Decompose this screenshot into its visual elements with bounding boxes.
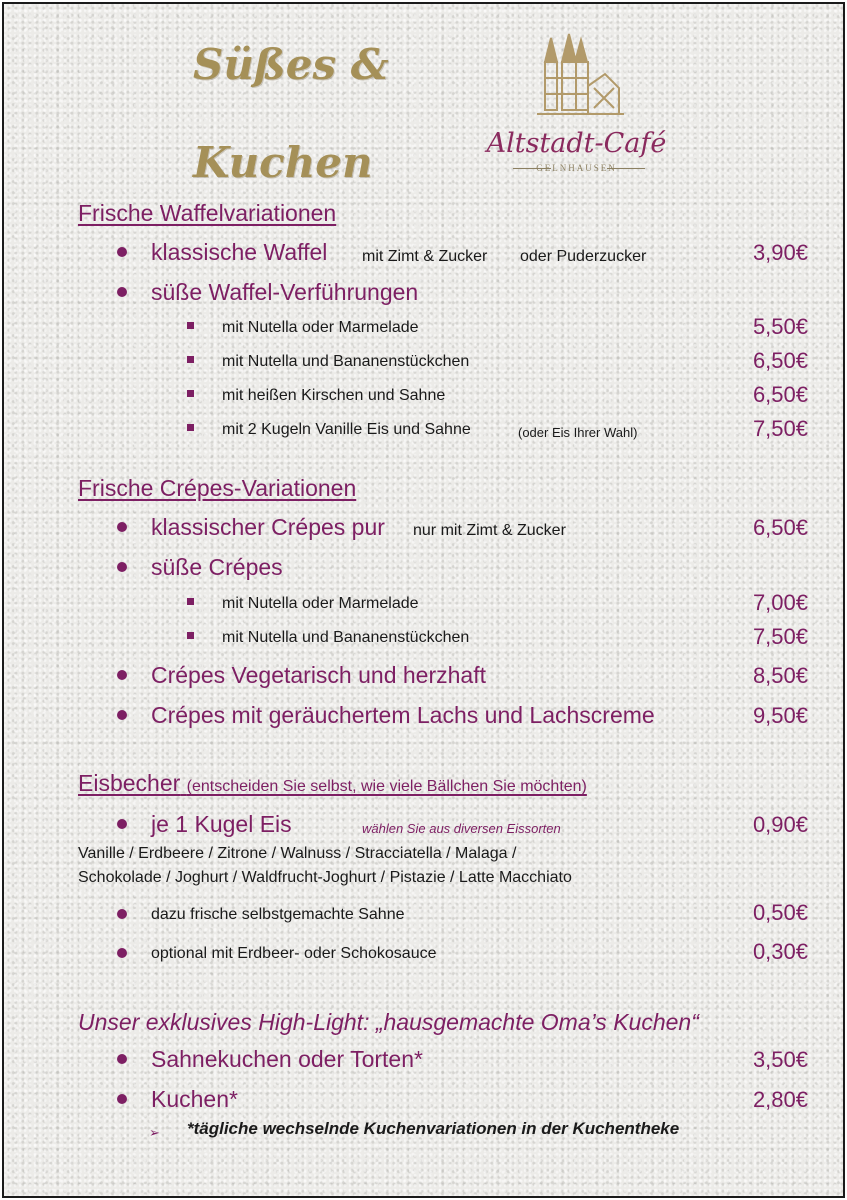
page-title-line2: Kuchen — [193, 138, 373, 187]
square-bullet-icon — [187, 356, 194, 363]
item-label: Crépes mit geräuchertem Lachs und Lachscreme — [151, 702, 655, 728]
square-bullet-icon — [187, 390, 194, 397]
page-title-line1: Süßes & — [193, 40, 389, 89]
flavor-list-line2: Schokolade / Joghurt / Waldfrucht-Joghurt / Pistazie / Latte Macchiato — [78, 869, 572, 886]
item-label: klassische Waffel — [151, 239, 328, 265]
section-title: Eisbecher — [78, 770, 181, 796]
arrow-bullet-icon: ➢ — [149, 1125, 160, 1140]
section-note: (entscheiden Sie selbst, wie viele Bällchen Sie möchten) — [186, 778, 587, 795]
item-label: optional mit Erdbeer- oder Schokosauce — [151, 945, 437, 962]
square-bullet-icon — [187, 322, 194, 329]
bullet-icon — [117, 247, 127, 257]
item-price: 7,00€ — [752, 590, 808, 615]
item-price: 0,50€ — [752, 900, 808, 925]
item-price: 3,90€ — [752, 240, 808, 265]
item-note: oder Puderzucker — [520, 248, 647, 265]
item-price: 7,50€ — [752, 416, 808, 441]
item-price: 6,50€ — [752, 382, 808, 407]
item-price: 9,50€ — [752, 703, 808, 728]
item-price: 3,50€ — [752, 1047, 808, 1072]
section-heading-eis — [78, 770, 587, 797]
altstadt-cafe-logo — [479, 28, 674, 178]
item-label: mit 2 Kugeln Vanille Eis und Sahne — [222, 421, 471, 438]
item-label: mit Nutella und Bananenstückchen — [222, 353, 470, 370]
item-label: süße Waffel-Verführungen — [151, 279, 419, 305]
item-price: 6,50€ — [752, 348, 808, 373]
item-label: Sahnekuchen oder Torten* — [151, 1046, 423, 1072]
item-price: 2,80€ — [752, 1087, 808, 1112]
section-heading-waffeln: Frische Waffelvariationen — [78, 200, 337, 226]
bullet-icon — [117, 1094, 127, 1104]
bullet-icon — [117, 909, 127, 919]
bullet-icon — [117, 522, 127, 532]
item-label: dazu frische selbstgemachte Sahne — [151, 906, 405, 923]
church-logo-icon — [479, 28, 674, 128]
square-bullet-icon — [187, 632, 194, 639]
item-label: Crépes Vegetarisch und herzhaft — [151, 662, 486, 688]
item-label: süße Crépes — [151, 554, 283, 580]
item-note: nur mit Zimt & Zucker — [413, 522, 566, 539]
item-label: Kuchen* — [151, 1086, 238, 1112]
bullet-icon — [117, 819, 127, 829]
item-note: (oder Eis Ihrer Wahl) — [518, 425, 638, 440]
section-heading-kuchen: Unser exklusives High-Light: „hausgemachte Oma’s Kuchen“ — [78, 1009, 699, 1035]
item-label: mit heißen Kirschen und Sahne — [222, 387, 446, 404]
item-label: klassischer Crépes pur — [151, 514, 385, 540]
flavor-list-line1: Vanille / Erdbeere / Zitrone / Walnuss / Stracciatella / Malaga / — [78, 845, 517, 862]
bullet-icon — [117, 1054, 127, 1064]
bullet-icon — [117, 287, 127, 297]
item-price: 0,30€ — [752, 939, 808, 964]
item-note: wählen Sie aus diversen Eissorten — [362, 821, 561, 836]
footnote: *tägliche wechselnde Kuchenvariationen in der Kuchentheke — [187, 1119, 680, 1138]
item-label: mit Nutella und Bananenstückchen — [222, 629, 470, 646]
item-label: mit Nutella oder Marmelade — [222, 319, 419, 336]
logo-subtitle: GELNHAUSEN — [536, 163, 617, 173]
bullet-icon — [117, 670, 127, 680]
item-note: mit Zimt & Zucker — [362, 248, 488, 265]
bullet-icon — [117, 948, 127, 958]
item-label: mit Nutella oder Marmelade — [222, 595, 419, 612]
bullet-icon — [117, 710, 127, 720]
item-price: 0,90€ — [752, 812, 808, 837]
item-price: 5,50€ — [752, 314, 808, 339]
item-price: 8,50€ — [752, 663, 808, 688]
logo-name: Altstadt-Café — [486, 128, 667, 159]
item-price: 7,50€ — [752, 624, 808, 649]
bullet-icon — [117, 562, 127, 572]
square-bullet-icon — [187, 424, 194, 431]
item-price: 6,50€ — [752, 515, 808, 540]
menu-page — [2, 2, 845, 1198]
square-bullet-icon — [187, 598, 194, 605]
section-heading-crepes: Frische Crépes-Variationen — [78, 475, 357, 501]
item-label: je 1 Kugel Eis — [151, 811, 292, 837]
